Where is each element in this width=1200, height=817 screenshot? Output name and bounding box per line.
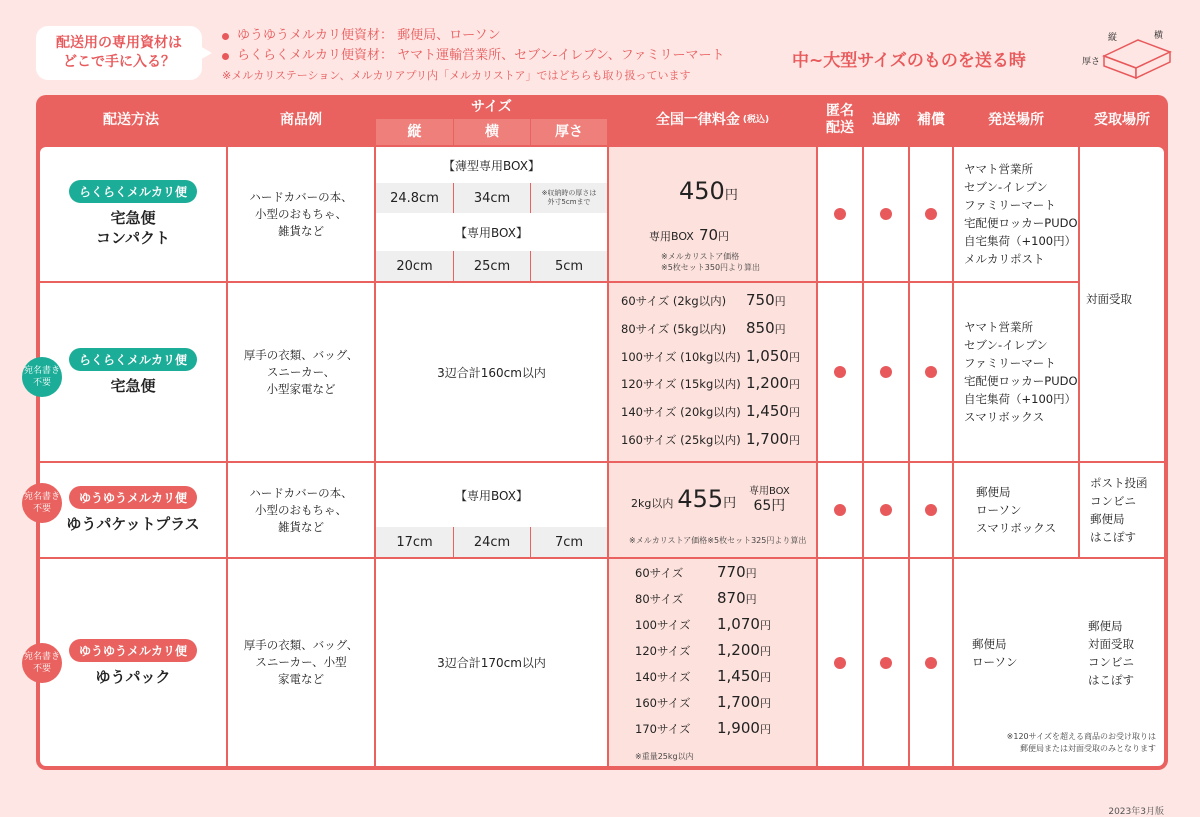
row4-price-row [635,719,771,745]
row1-box2-length: 20cm [376,251,453,281]
header-fee-tax: (税込) [742,114,770,125]
row4-price-value: 1,900 [717,719,760,737]
row2-anonymous [818,283,862,461]
row4-example-line-2: スニーカー、小型 [255,655,347,669]
header-example: 商品例 [280,111,322,128]
row1-ship-place-4: 宅配便ロッカーPUDO [964,216,1078,230]
row2-price-row [621,347,800,375]
box-dimension-icon [1074,24,1174,88]
row4-size: 3辺合計170cm以内 [376,559,607,766]
row1-price-note-line-1: ※メルカリストア価格 [661,252,740,261]
row4-price-row [635,563,771,589]
row1-price-yen: 円 [724,188,738,203]
row2-badge-line-1: 宛名書き [23,366,60,376]
bubble-line-2: どこで手に入る？ [63,54,175,70]
row2-price-yen: 円 [788,378,800,392]
row1-box2-depth: 5cm [531,251,607,281]
row2-ship-place-5: 自宅集荷（+100円） [964,392,1077,406]
row1-box1-note-line-2: 外寸5cmまで [547,198,591,206]
row3-box-price-value: 65円 [753,498,786,514]
row3-insurance [910,463,952,557]
row4-method [40,559,226,766]
row2-price-label: 160サイズ (25kg以内) [621,432,741,447]
row4-ship-place-2: ローソン [972,655,1018,669]
header-fee-label: 全国一律料金 [655,111,740,128]
row4-places [954,559,1164,766]
row1-box1-note-line-1: ※収納時の厚さは [541,189,597,197]
row4-price-row [635,641,771,667]
row1-ship-place-1: ヤマト営業所 [964,162,1033,176]
row2-price-yen: 円 [788,433,800,447]
row3-anonymous [818,463,862,557]
header-anonymous-line-2: 配送 [826,120,854,136]
edition-date: 2023年3月版 [1108,807,1164,817]
row2-example-line-1: 厚手の衣類、バッグ、 [243,347,359,362]
row4-service-name: ゆうパック [95,667,171,686]
header-length: 縦 [376,119,453,145]
header-width: 横 [454,119,530,145]
row1-example-line-2: 小型のおもちゃ、 [255,206,347,221]
box-label-depth: 厚さ [1082,57,1101,67]
row4-receive-place-2: 対面受取 [1088,637,1134,651]
row3-example-line-3: 雑貨など [278,519,324,534]
row2-price-value: 1,200 [746,374,789,393]
row4-price-row [635,589,771,615]
row1-ship-place-2: セブン-イレブン [964,180,1048,194]
row3-ship-place-2: ローソン [976,503,1022,517]
row2-ship-place-3: ファミリーマート [964,356,1056,370]
row1-price-note-line-2: ※5枚セット350円より算出 [661,263,761,272]
row2-no-address-badge [22,357,62,397]
row4-receive-note-line-1: ※120サイズを超える商品のお受け取りは [1006,732,1156,741]
row2-example-line-3: 小型家電など [266,381,336,396]
row3-ship-place-1: 郵便局 [976,485,1011,499]
row3-example-line-2: 小型のおもちゃ、 [255,502,347,517]
row4-ship-places [972,635,1018,671]
row4-tracking-dot [880,657,892,669]
row2-anonymous-dot [834,366,846,378]
row3-receive-place-4: はこぽす [1090,530,1136,544]
row4-ship-place-1: 郵便局 [972,637,1007,651]
row4-badge-line-1: 宛名書き [23,652,60,662]
row2-insurance [910,283,952,461]
row4-receive-place-4: はこぽす [1088,673,1134,687]
row1-ship-place-6: メルカリポスト [964,252,1045,266]
box-label-width: 横 [1154,31,1164,41]
row1-price [679,177,738,205]
row2-price-value: 1,700 [746,429,789,448]
row1-tracking [864,147,908,281]
row2-insurance-dot [925,366,937,378]
row4-example-line-3: 家電など [278,672,324,686]
row2-price-yen: 円 [788,350,800,364]
row4-price-list [635,563,771,745]
materials-rakuraku [222,46,724,66]
row3-badge-line-1: 宛名書き [23,492,60,502]
row2-price-yen: 円 [774,322,786,336]
row2-price-value: 750 [746,291,775,309]
row3-price [631,485,736,513]
row1-brand-pill: らくらくメルカリ便 [69,180,197,203]
box-label-length: 縦 [1108,33,1118,43]
row3-box-label: 専用BOX [749,486,790,497]
header-fee [609,95,816,145]
materials-rakuraku-text: らくらくメルカリ便資材： ヤマト運輸営業所、セブン-イレブン、ファミリーマート [237,48,725,63]
row3-receive-place-3: 郵便局 [1090,512,1125,526]
row4-price-value: 770 [717,563,746,581]
row1-box1-title: 【薄型専用BOX】 [376,147,607,183]
materials-info [222,26,724,86]
row2-price-value: 1,050 [746,346,789,365]
row1-ship-place-3: ファミリーマート [964,198,1056,212]
row4-insurance-dot [925,657,937,669]
row4-price-label: 80サイズ [635,592,684,606]
row4-price-value: 1,200 [717,641,760,659]
row4-price-yen: 円 [759,671,771,684]
row3-box-title: 【専用BOX】 [376,463,607,527]
materials-yuyu [222,26,724,46]
row2-method [40,283,226,461]
row1-anonymous-dot [834,208,846,220]
row4-price-yen: 円 [759,697,771,710]
row4-receive-places [1088,617,1134,689]
row2-ship-place-2: セブン-イレブン [964,338,1048,352]
row1-service-name [96,208,170,248]
row3-price-value: 455 [677,485,724,513]
row4-example-line-1: 厚手の衣類、バッグ、 [243,638,359,652]
row3-fee [609,463,816,557]
row3-badge-line-2: 不要 [32,504,51,514]
row2-price-value: 850 [746,318,775,337]
row4-price-yen: 円 [759,723,771,736]
row1-fee [609,147,816,281]
row2-price-value: 1,450 [746,402,789,421]
row2-price-label: 120サイズ (15kg以内) [621,377,741,392]
row2-tracking [864,283,908,461]
row4-price-row [635,667,771,693]
row1-2-receive [1080,147,1164,461]
row1-anonymous [818,147,862,281]
row4-price-label: 60サイズ [635,566,684,580]
row4-insurance [910,559,952,766]
header-insurance: 補償 [917,111,945,128]
row4-price-row [635,693,771,719]
row2-price-label: 60サイズ (2kg以内) [621,294,727,308]
row3-example-line-1: ハードカバーの本、 [249,485,353,500]
row4-price-yen: 円 [759,619,771,632]
row1-example-line-3: 雑貨など [278,223,324,238]
row1-ship-place-5: 自宅集荷（+100円） [964,234,1077,248]
row4-brand-pill: ゆうゆうメルカリ便 [69,639,197,662]
header-anonymous-line-1: 匿名 [826,103,854,119]
materials-question-bubble [36,26,202,80]
row1-box-label: 専用BOX [649,230,694,243]
row2-example [228,283,374,461]
row1-box2-width: 25cm [454,251,530,281]
row1-example-line-1: ハードカバーの本、 [249,189,353,204]
row2-price-row [621,430,800,458]
row4-price-label: 170サイズ [635,722,691,736]
row2-price-row [621,291,800,319]
row2-brand-pill: らくらくメルカリ便 [69,348,197,371]
row2-ship-place-4: 宅配便ロッカーPUDO [964,374,1078,388]
row4-badge-line-2: 不要 [32,664,51,674]
row3-receive-place-2: コンビニ [1090,494,1136,508]
bullet-icon [222,53,229,60]
row1-ship-places [954,147,1078,281]
shipping-table [23,95,1168,770]
row2-price-row [621,374,800,402]
row2-price-yen: 円 [788,406,800,420]
row4-price-label: 120サイズ [635,644,691,658]
receive-face-to-face: 対面受取 [1086,292,1132,306]
row2-tracking-dot [880,366,892,378]
row1-box1-width: 34cm [454,183,530,213]
row4-price-label: 100サイズ [635,618,691,632]
row2-ship-place-1: ヤマト営業所 [964,320,1033,334]
row2-price-row [621,402,800,430]
row2-ship-place-6: スマリボックス [964,410,1045,424]
row4-price-value: 1,450 [717,667,760,685]
row3-price-note: ※メルカリストア価格※5枚セット325円より算出 [629,536,807,545]
row3-insurance-dot [925,504,937,516]
row3-method [40,463,226,557]
page-heading: 中~大型サイズのものを送る時 [792,51,1026,71]
row1-example [228,147,374,281]
header-anonymous [818,95,862,145]
row4-no-address-badge [22,643,62,683]
materials-yuyu-text: ゆうゆうメルカリ便資材： 郵便局、ローソン [237,28,501,43]
row1-method [40,147,226,281]
row4-price-label: 160サイズ [635,696,691,710]
header-ship-place: 発送場所 [988,111,1044,128]
row1-box2-title: 【専用BOX】 [376,213,607,251]
row3-no-address-badge [22,483,62,523]
row3-tracking-dot [880,504,892,516]
row2-price-row [621,319,800,347]
row4-anonymous [818,559,862,766]
row1-box1-length: 24.8cm [376,183,453,213]
header-receive-place: 受取場所 [1094,111,1150,128]
row4-price-label: 140サイズ [635,670,691,684]
row4-example [228,559,374,766]
row2-price-yen: 円 [774,295,786,308]
row4-price-yen: 円 [759,645,771,658]
bullet-icon [222,33,229,40]
row1-name-line-1: 宅急便 [110,209,156,227]
row3-receive-places [1080,463,1164,557]
row1-tracking-dot [880,208,892,220]
row4-fee [609,559,816,766]
row4-receive-place-1: 郵便局 [1088,619,1123,633]
row4-price-value: 1,700 [717,693,760,711]
row4-price-yen: 円 [745,567,757,580]
row3-box-length: 17cm [376,527,453,557]
materials-note: ※メルカリステーション、メルカリアプリ内「メルカリストア」ではどちらも取り扱っています [222,69,691,82]
row3-receive-place-1: ポスト投函 [1090,476,1148,490]
row1-insurance-dot [925,208,937,220]
header-size: サイズ [471,98,512,115]
header-tracking: 追跡 [872,111,900,128]
row1-box1-depth-note [531,183,607,213]
row3-anonymous-dot [834,504,846,516]
row2-price-list [621,291,800,458]
row1-box-price [649,225,729,244]
row3-weight: 2kg以内 [631,497,674,510]
row2-price-label: 100サイズ (10kg以内) [621,349,741,364]
row3-box-width: 24cm [454,527,530,557]
row3-brand-pill: ゆうゆうメルカリ便 [69,486,197,509]
header-method: 配送方法 [103,111,159,128]
row4-price-value: 1,070 [717,615,760,633]
row2-ship-places [954,283,1078,461]
row4-anonymous-dot [834,657,846,669]
row3-box-depth: 7cm [531,527,607,557]
row2-fee [609,283,816,461]
row3-tracking [864,463,908,557]
row3-ship-places [954,463,1078,557]
row2-service-name: 宅急便 [110,377,156,395]
row4-price-row [635,615,771,641]
row4-weight-note: ※重量25kg以内 [635,752,694,761]
row4-price-yen: 円 [745,593,757,606]
row3-box-price [749,485,790,513]
bubble-line-1: 配送用の専用資材は [56,35,182,51]
row3-service-name: ゆうパケットプラス [66,515,200,533]
header-depth: 厚さ [531,119,607,145]
row4-receive-place-3: コンビニ [1088,655,1134,669]
row3-price-yen: 円 [723,496,737,511]
row1-box-price-yen: 円 [718,230,730,243]
row1-name-line-2: コンパクト [96,229,170,247]
row1-box-price-value: 70 [698,226,719,244]
row4-receive-note [1007,731,1156,755]
row1-insurance [910,147,952,281]
row4-receive-note-line-2: 郵便局または対面受取のみとなります [1020,744,1156,753]
row2-price-label: 80サイズ (5kg以内) [621,321,727,336]
row4-tracking [864,559,908,766]
row4-price-value: 870 [717,589,746,607]
row2-badge-line-2: 不要 [32,378,51,388]
row1-price-note [661,251,760,273]
row1-price-value: 450 [679,177,725,205]
row2-size: 3辺合計160cm以内 [376,283,607,461]
row3-ship-place-3: スマリボックス [976,521,1057,535]
row3-example [228,463,374,557]
row2-price-label: 140サイズ (20kg以内) [621,405,741,420]
row2-example-line-2: スニーカー、 [266,364,336,379]
